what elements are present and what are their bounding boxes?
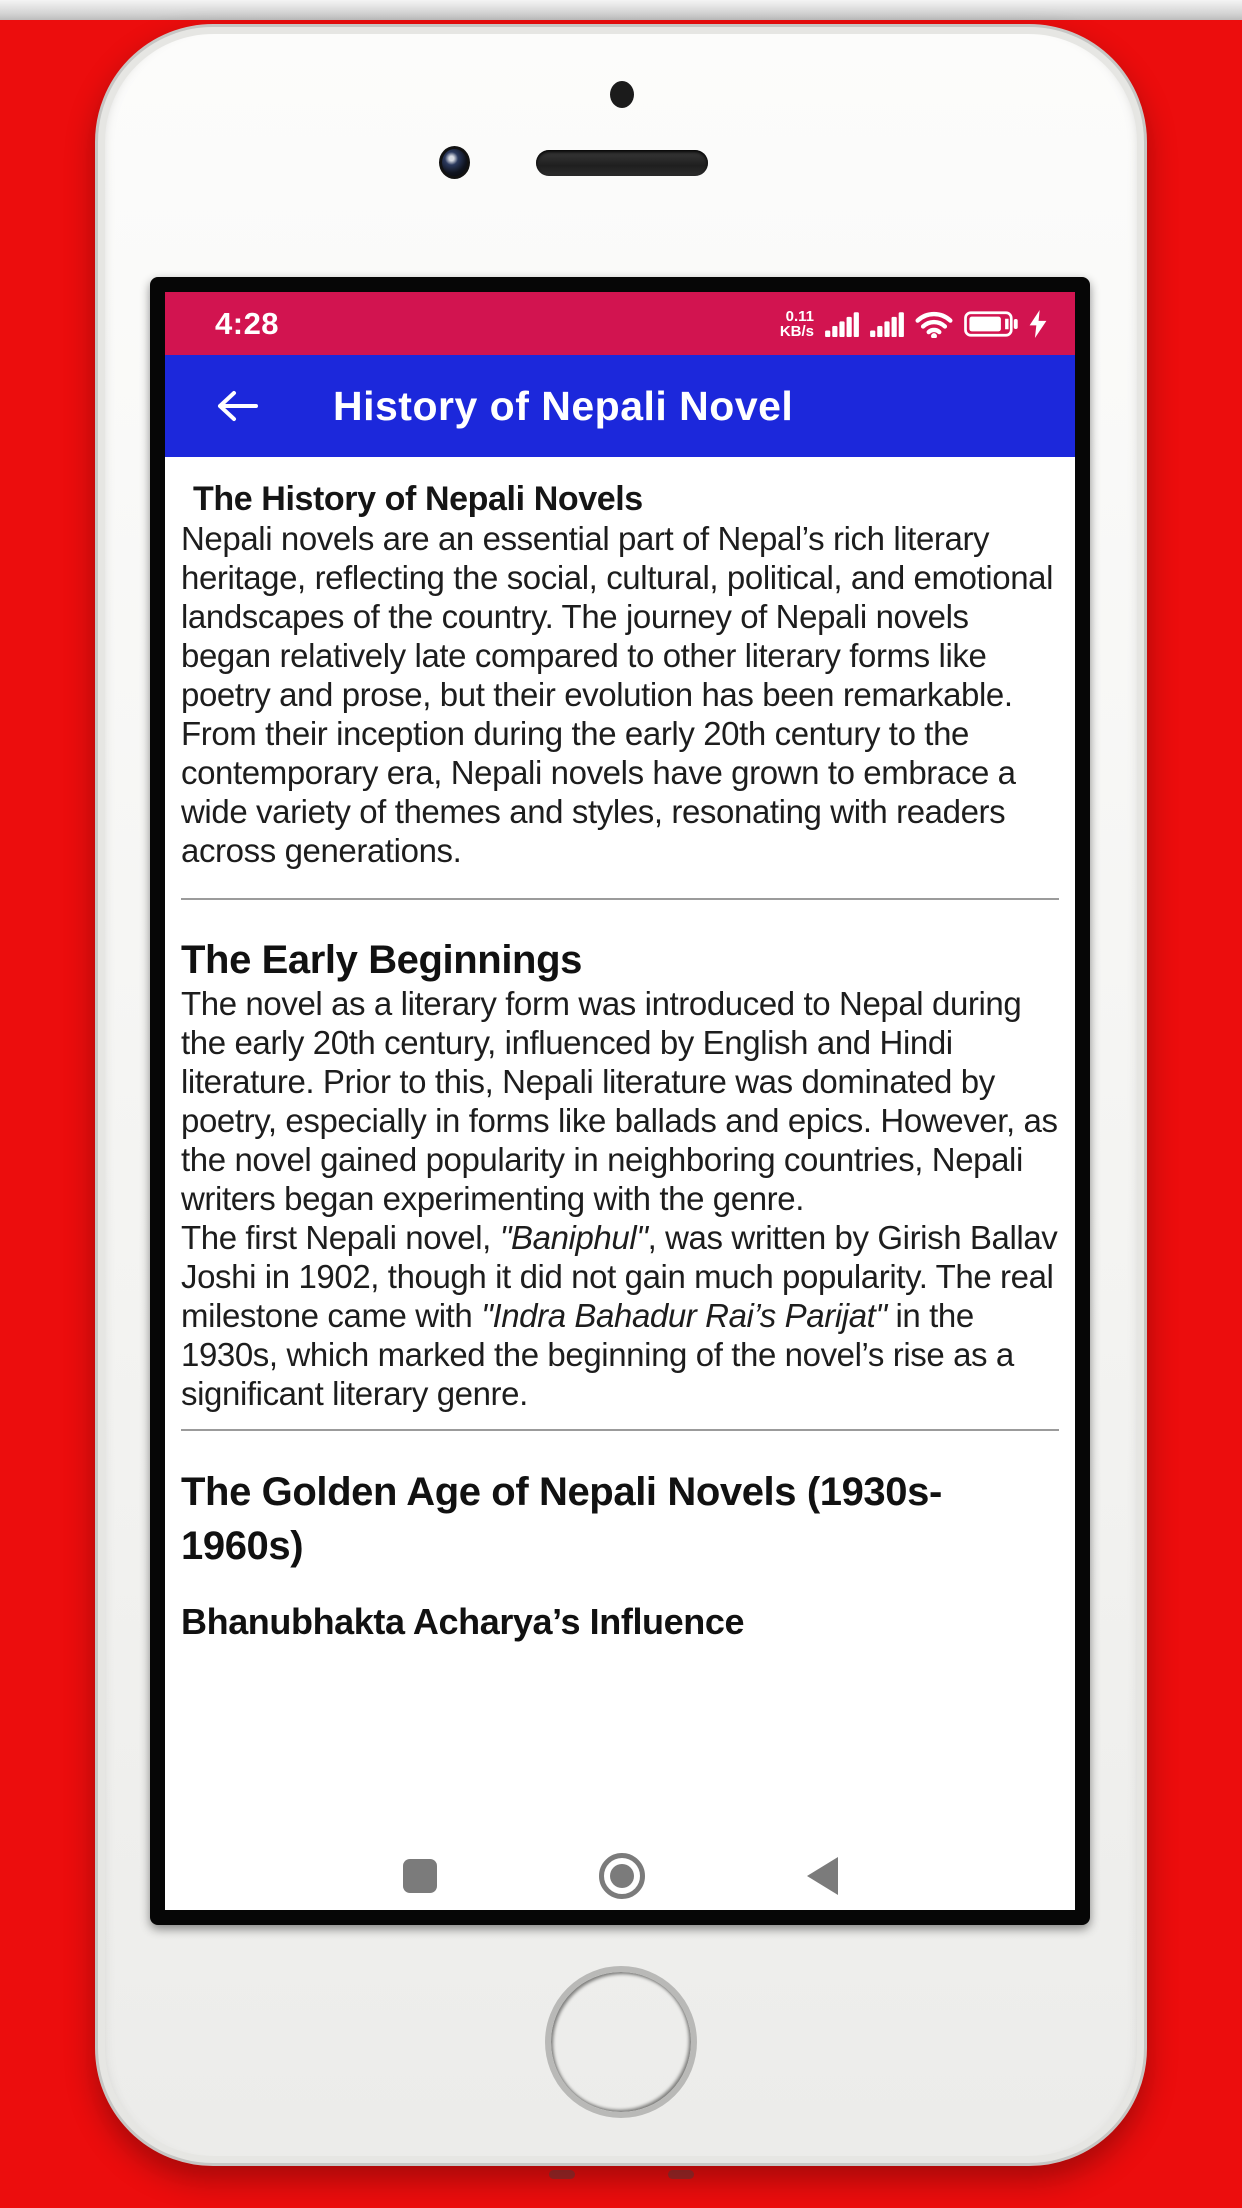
charging-bolt-icon [1029,310,1047,338]
battery-icon [964,310,1018,338]
home-nav-button[interactable] [599,1853,645,1899]
section-divider [181,898,1059,900]
network-speed-value: 0.11 [785,307,814,325]
physical-home-button[interactable] [545,1966,697,2118]
bottom-port-notch [549,2170,575,2179]
proximity-sensor [610,81,634,108]
recents-button[interactable] [403,1859,437,1893]
home-circle-dot [610,1864,634,1888]
wifi-icon [915,310,953,338]
screen-bezel [150,277,1090,1925]
intro-paragraph: Nepali novels are an essential part of Nepal’s rich literary heritage, reflecting the social, cultural, political, and emotional landscapes of the country. The journey of Nepali novels began relatively late compared to other literary forms like poetry and prose, but their evolution has been remarkable. From their inception during the early 20th century to the contemporary era, Nepali novels have grown to embrace a wide variety of themes and styles, resonating with readers across generations. [181,520,1054,869]
early-beginnings-paragraph: The novel as a literary form was introduced to Nepal during the early 20th century, influenced by English and Hindi literature. Prior to this, Nepali literature was dominated by poetry, especially in forms like ballads and epics. However, as the novel gained popularity in neighboring countries, Nepali writers began experimenting with the genre. [181,985,1058,1217]
back-button[interactable] [211,380,263,432]
screen [165,292,1075,1910]
signal-strength-icon-2 [870,311,904,337]
article-scroll-area[interactable] [165,457,1075,1842]
first-novel-paragraph: The first Nepali novel, "Baniphul", was written by Girish Ballav Joshi in 1902, though it did not gain much popularity. The real milestone came with "Indra Bahadur Rai’s Parijat" in the 1930s, which marked the beginning of the novel’s rise as a significant literary genre. [181,1219,1058,1412]
page-heading: The History of Nepali Novels [193,480,643,518]
earpiece-speaker-grille [536,150,708,176]
clock: 4:28 [215,305,280,341]
status-icons [780,309,1047,339]
signal-strength-icon [825,311,859,337]
section-heading-golden-age: The Golden Age of Nepali Novels (1930s-1960s) [181,1470,942,1568]
app-bar [165,355,1075,457]
back-arrow-icon [212,384,262,428]
section-heading-early-beginnings: The Early Beginnings [181,938,582,982]
recents-square-icon [403,1859,437,1893]
top-edge-strip [0,0,1242,20]
back-nav-button[interactable] [807,1857,838,1895]
network-speed-indicator [780,309,814,339]
back-triangle-icon [807,1857,838,1895]
subheading-bhanubhakta-influence: Bhanubhakta Acharya’s Influence [181,1601,745,1642]
section-divider-2 [181,1429,1059,1431]
home-circle-icon [599,1853,645,1899]
network-speed-unit: KB/s [779,322,814,340]
front-camera [439,146,470,179]
status-bar [165,292,1075,355]
bottom-port-notch [668,2170,694,2179]
app-bar-title: History of Nepali Novel [333,382,794,429]
android-nav-bar [165,1842,1075,1910]
